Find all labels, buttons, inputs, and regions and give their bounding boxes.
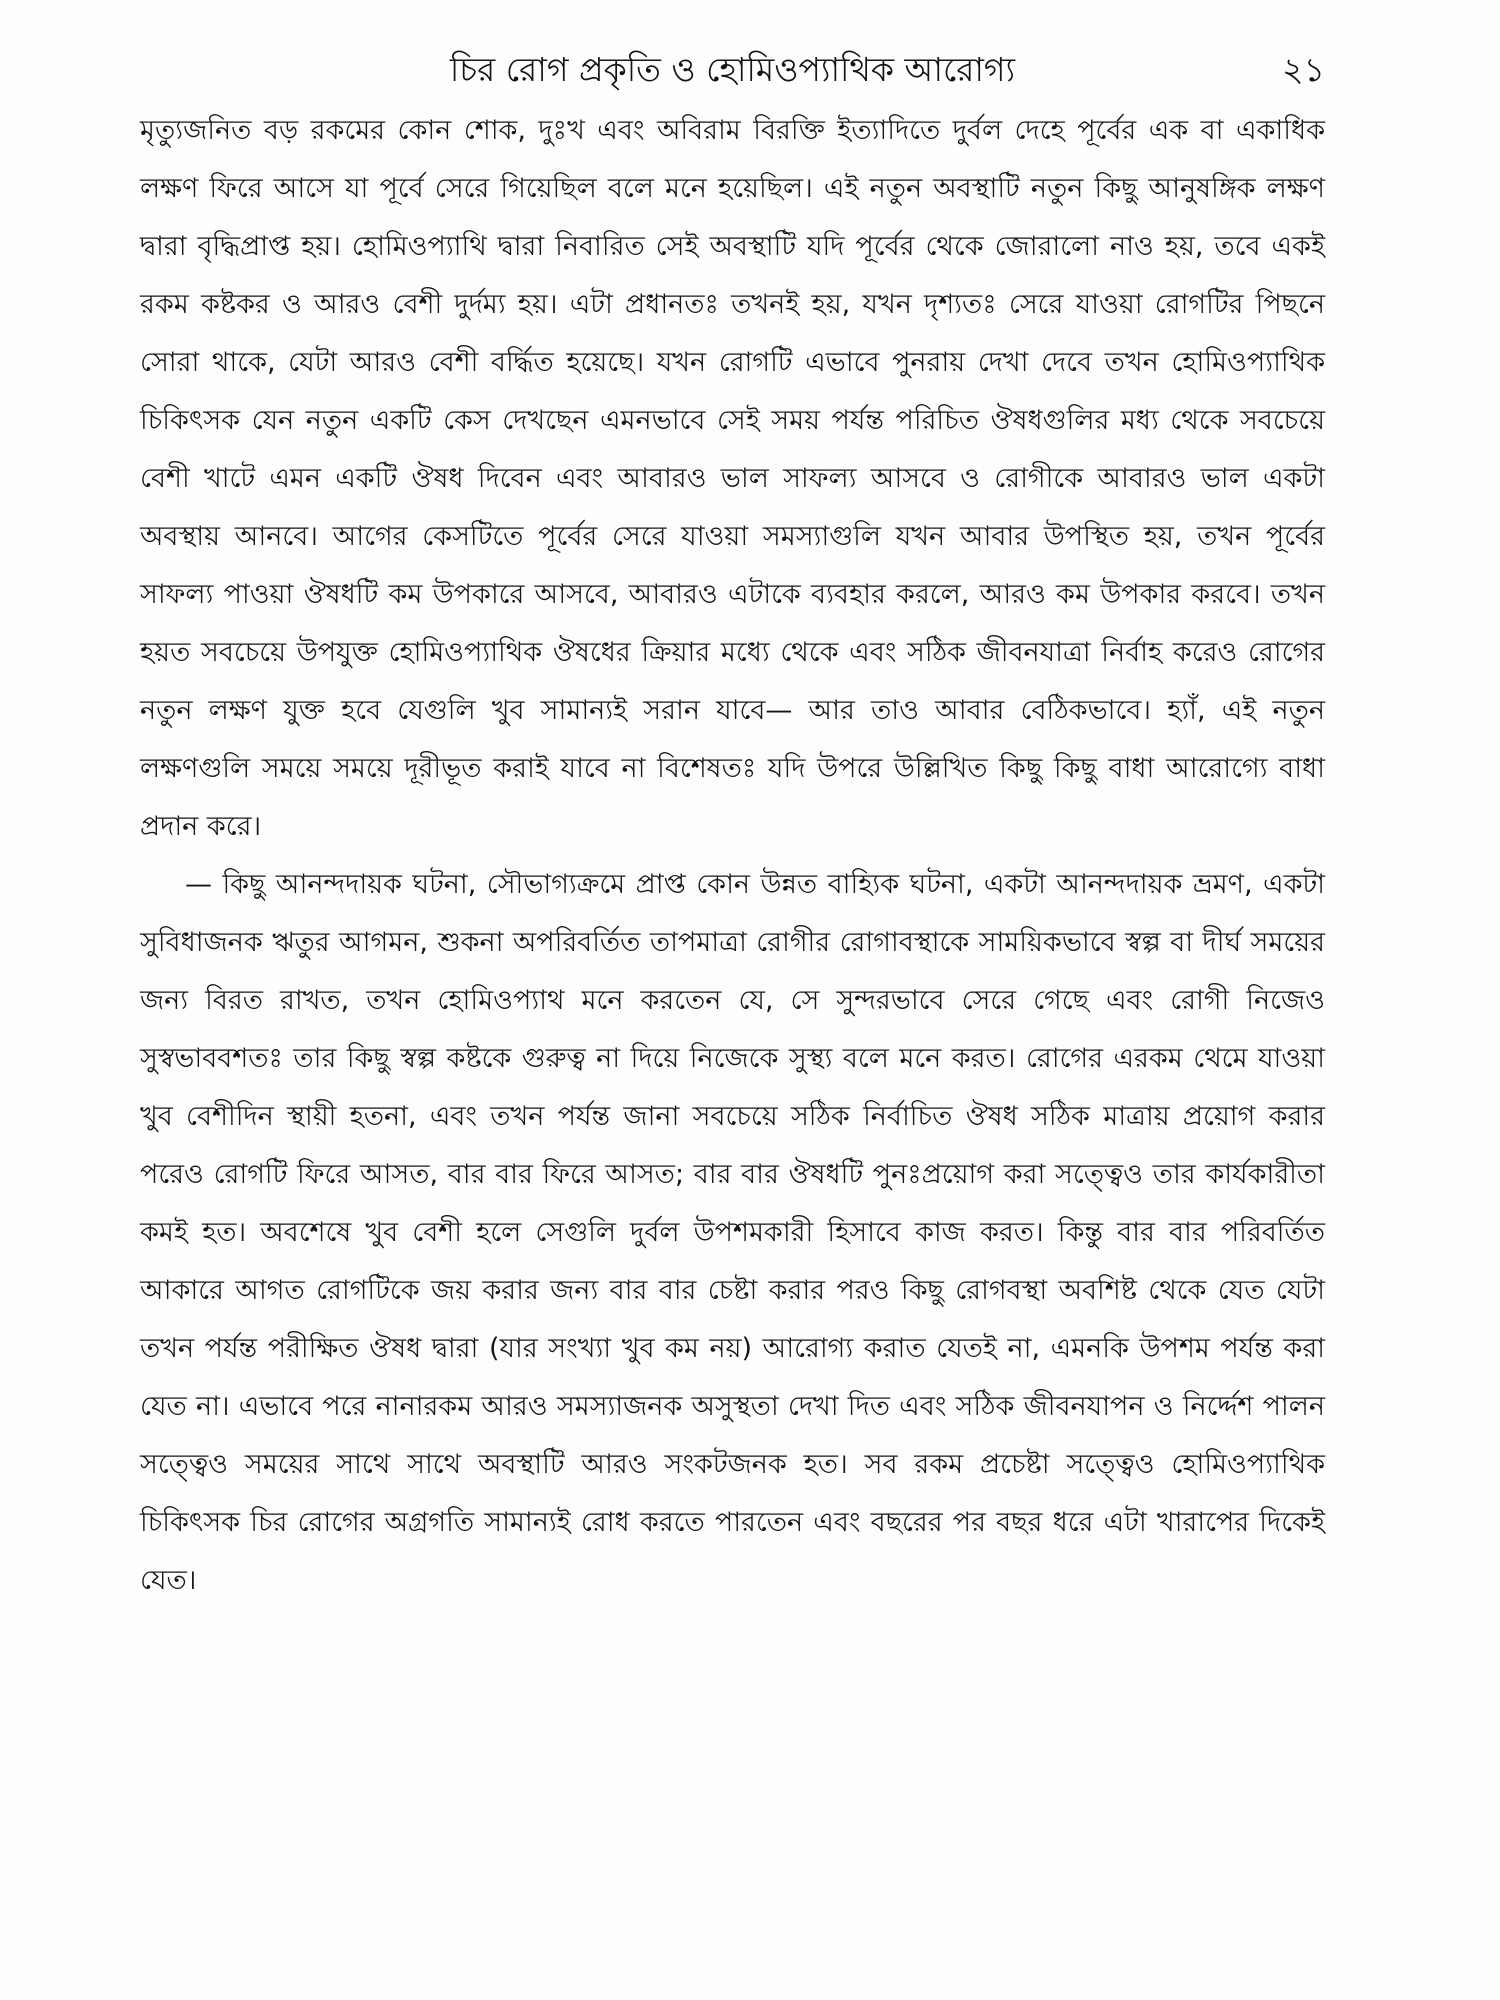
page-header	[140, 40, 1325, 100]
running-title: চির রোগ প্রকৃতি ও হোমিওপ্যাথিক আরোগ্য	[449, 50, 1016, 89]
paragraph-2: — কিছু আনন্দদায়ক ঘটনা, সৌভাগ্যক্রমে প্রাপ্ত কোন উন্নত বাহ্যিক ঘটনা, একটা আনন্দদায়ক ভ্রমণ, একটা সুবিধাজনক ঋতুর আগমন, শুকনা অপরিবর্তিত তাপমাত্রা রোগীর রোগাবস্থাকে সাময়িকভাবে স্বল্প বা দীর্ঘ সময়ের জন্য বিরত রাখত, তখন হোমিওপ্যাথ মনে করতেন যে, সে সুন্দরভাবে সেরে গেছে এবং রোগী নিজেও সুস্বভাববশতঃ তার কিছু স্বল্প কষ্টকে গুরুত্ব না দিয়ে নিজেকে সুস্থ্য বলে মনে করত। রোগের এরকম থেমে যাওয়া খুব বেশীদিন স্থায়ী হতনা, এবং তখন পর্যন্ত জানা সবচেয়ে সঠিক নির্বাচিত ঔষধ সঠিক মাত্রায় প্রয়োগ করার পরেও রোগটি ফিরে আসত, বার বার ফিরে আসত; বার বার ঔষধটি পুনঃপ্রয়োগ করা সত্ত্বেও তার কার্যকারীতা কমই হত। অবশেষে খুব বেশী হলে সেগুলি দুর্বল উপশমকারী হিসাবে কাজ করত। কিন্তু বার বার পরিবর্তিত আকারে আগত রোগটিকে জয় করার জন্য বার বার চেষ্টা করার পরও কিছু রোগবস্থা অবশিষ্ট থেকে যেত যেটা তখন পর্যন্ত পরীক্ষিত ঔষধ দ্বারা (যার সংখ্যা খুব কম নয়) আরোগ্য করাত যেতই না, এমনকি উপশম পর্যন্ত করা যেত না। এভাবে পরে নানারকম আরও সমস্যাজনক অসুস্থতা দেখা দিত এবং সঠিক জীবনযাপন ও নির্দ্দেশ পালন সত্ত্বেও সময়ের সাথে সাথে অবস্থাটি আরও সংকটজনক হত। সব রকম প্রচেষ্টা সত্ত্বেও হোমিওপ্যাথিক চিকিৎসক চির রোগের অগ্রগতি সামান্যই রোধ করতে পারতেন এবং বছরের পর বছর ধরে এটা খারাপের দিকেই যেত।	[140, 869, 1325, 1596]
body-text	[140, 102, 1325, 1610]
paragraph-1: মৃত্যুজনিত বড় রকমের কোন শোক, দুঃখ এবং অবিরাম বিরক্তি ইত্যাদিতে দুর্বল দেহে পূর্বের এক বা একাধিক লক্ষণ ফিরে আসে যা পূর্বে সেরে গিয়েছিল বলে মনে হয়েছিল। এই নতুন অবস্থাটি নতুন কিছু আনুষঙ্গিক লক্ষণ দ্বারা বৃদ্ধিপ্রাপ্ত হয়। হোমিওপ্যাথি দ্বারা নিবারিত সেই অবস্থাটি যদি পূর্বের থেকে জোরালো নাও হয়, তবে একই রকম কষ্টকর ও আরও বেশী দুর্দম্য হয়। এটা প্রধানতঃ তখনই হয়, যখন দৃশ্যতঃ সেরে যাওয়া রোগটির পিছনে সোরা থাকে, যেটা আরও বেশী বর্দ্ধিত হয়েছে। যখন রোগটি এভাবে পুনরায় দেখা দেবে তখন হোমিওপ্যাথিক চিকিৎসক যেন নতুন একটি কেস দেখছেন এমনভাবে সেই সময় পর্যন্ত পরিচিত ঔষধগুলির মধ্য থেকে সবচেয়ে বেশী খাটে এমন একটি ঔষধ দিবেন এবং আবারও ভাল সাফল্য আসবে ও রোগীকে আবারও ভাল একটা অবস্থায় আনবে। আগের কেসটিতে পূর্বের সেরে যাওয়া সমস্যাগুলি যখন আবার উপস্থিত হয়, তখন পূর্বের সাফল্য পাওয়া ঔষধটি কম উপকারে আসবে, আবারও এটাকে ব্যবহার করলে, আরও কম উপকার করবে। তখন হয়ত সবচেয়ে উপযুক্ত হোমিওপ্যাথিক ঔষধের ক্রিয়ার মধ্যে থেকে এবং সঠিক জীবনযাত্রা নির্বাহ করেও রোগের নতুন লক্ষণ যুক্ত হবে যেগুলি খুব সামান্যই সরান যাবে— আর তাও আবার বেঠিকভাবে। হ্যাঁ, এই নতুন লক্ষণগুলি সময়ে সময়ে দূরীভূত করাই যাবে না বিশেষতঃ যদি উপরে উল্লিখিত কিছু কিছু বাধা আরোগ্যে বাধা প্রদান করে।	[140, 115, 1326, 842]
page-number: ২১	[1282, 50, 1325, 89]
